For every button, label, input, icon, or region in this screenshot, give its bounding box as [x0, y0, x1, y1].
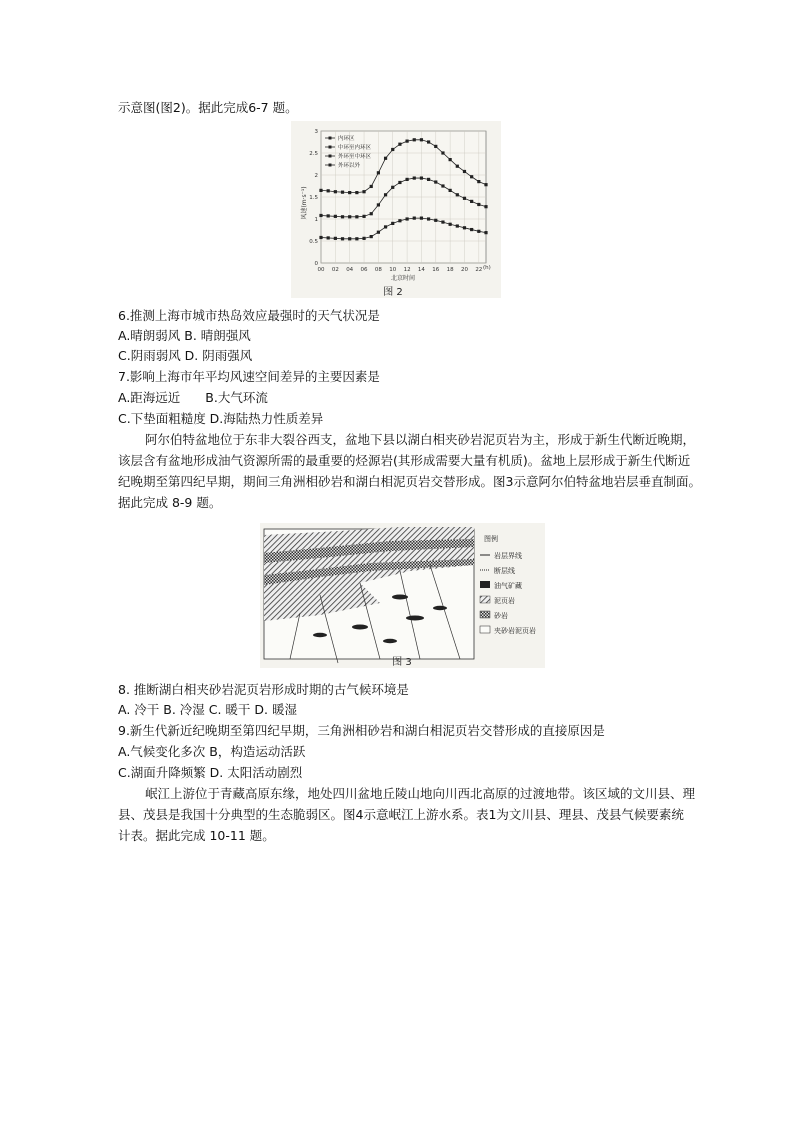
figure-3 — [260, 523, 545, 668]
chart-point — [334, 215, 337, 218]
chart-point — [470, 228, 473, 231]
chart-point — [470, 175, 473, 178]
chart-point — [420, 176, 423, 179]
legend-sandstone: 砂岩 — [494, 612, 508, 620]
chart-point — [384, 157, 387, 160]
chart-point — [384, 193, 387, 196]
figure-3-caption: 图 3 — [392, 657, 412, 668]
chart-point — [377, 203, 380, 206]
passage-3-line-2: 县、茂县是我国十分典型的生态脆弱区。图4示意岷江上游水系。表1为文川县、理县、茂县气候要素统 — [118, 807, 684, 822]
chart-point — [413, 217, 416, 220]
chart-point — [334, 237, 337, 240]
chart-ytick-label: 0.5 — [309, 239, 318, 245]
chart-ytick-label: 1.5 — [309, 195, 318, 201]
chart-point — [398, 181, 401, 184]
chart-point — [362, 237, 365, 240]
chart-point — [334, 190, 337, 193]
chart-point — [319, 214, 322, 217]
legend-boundary-line: 岩层界线 — [494, 552, 522, 560]
chart-point — [456, 224, 459, 227]
passage-3-line-1: 岷江上游位于青藏高原东缘，地处四川盆地丘陵山地向川西北高原的过渡地带。该区域的文川县、理 — [145, 786, 696, 801]
chart-xtick-label: 06 — [360, 267, 368, 273]
chart-point — [463, 170, 466, 173]
chart-point — [348, 237, 351, 240]
intro-ref-line: 示意图(图2)。据此完成6-7 题。 — [118, 100, 298, 115]
chart-point — [463, 197, 466, 200]
chart-point — [420, 138, 423, 141]
chart-point — [449, 223, 452, 226]
chart-point — [377, 171, 380, 174]
chart-xtick-label: 22 — [475, 267, 483, 273]
chart-ytick-label: 3 — [314, 129, 318, 135]
chart-point — [434, 145, 437, 148]
passage-2-line-1: 阿尔伯特盆地位于东非大裂谷西支，盆地下县以湖白相夹砂岩泥页岩为主，形成于新生代断近晚期， — [145, 432, 696, 447]
chart-ytick-label: 2.5 — [309, 151, 318, 157]
chart-point — [370, 235, 373, 238]
passage-2-line-4: 据此完成 8-9 题。 — [118, 495, 222, 510]
chart-point — [341, 215, 344, 218]
chart-point — [470, 200, 473, 203]
chart-point — [398, 219, 401, 222]
chart-point — [355, 191, 358, 194]
chart-point — [405, 140, 408, 143]
chart-point — [319, 189, 322, 192]
chart-point — [370, 212, 373, 215]
chart-point — [413, 176, 416, 179]
basin-cross-section — [260, 523, 545, 668]
chart-point — [441, 184, 444, 187]
chart-point — [391, 148, 394, 151]
chart-ytick-label: 1 — [314, 217, 318, 223]
legend-marker — [329, 164, 332, 167]
chart-point — [348, 191, 351, 194]
chart-point — [449, 189, 452, 192]
chart-point — [427, 140, 430, 143]
chart-point — [484, 183, 487, 186]
figure-2-caption: 图 2 — [383, 287, 403, 298]
chart-xtick-label: 18 — [446, 267, 454, 273]
question-7-options-cd: C.下垫面粗糙度 D.海陆热力性质差异 — [118, 411, 324, 426]
question-6-options-ab: A.晴朗弱风 B. 晴朗强风 — [118, 328, 251, 343]
chart-point — [456, 165, 459, 168]
legend-entry: 中环至内环区 — [338, 145, 372, 151]
chart-xlabel: 北京时间 — [390, 275, 416, 282]
legend-marker — [329, 137, 332, 140]
legend-fault-line: 断层线 — [494, 567, 515, 575]
chart-point — [327, 189, 330, 192]
legend-oil-deposit: 油气矿藏 — [494, 582, 522, 590]
chart-point — [484, 205, 487, 208]
chart-point — [370, 185, 373, 188]
chart-point — [484, 231, 487, 234]
chart-point — [327, 214, 330, 217]
question-9-options-cd: C.湖面升降频繁 D. 太阳活动剧烈 — [118, 765, 303, 780]
chart-xtick-label: 10 — [389, 267, 397, 273]
chart-xtick-label: 16 — [432, 267, 440, 273]
chart-xtick-label: 02 — [331, 267, 339, 273]
chart-point — [341, 191, 344, 194]
passage-2-line-2: 该层含有盆地形成油气资源所需的最重要的烃源岩(其形成需要大量有机质)。盆地上层形成于新生代断近 — [118, 453, 691, 468]
chart-point — [362, 190, 365, 193]
chart-point — [463, 226, 466, 229]
legend-marker — [329, 155, 332, 158]
question-8-options: A. 冷干 B. 冷湿 C. 暖干 D. 暖湿 — [118, 702, 297, 717]
passage-2-line-3: 纪晚期至第四纪早期，期间三角洲相砂岩和湖白相泥页岩交替形成。图3示意阿尔伯特盆地岩层垂直制面。 — [118, 474, 701, 489]
chart-point — [434, 219, 437, 222]
legend-sand-interbedded-mudstone: 夹砂岩泥页岩 — [494, 627, 536, 635]
chart-point — [319, 236, 322, 239]
question-6: 6.推测上海市城市热岛效应最强时的天气状况是 — [118, 308, 380, 323]
chart-point — [362, 215, 365, 218]
strata-section — [264, 527, 474, 663]
legend-title: 图例 — [484, 535, 498, 543]
wind-speed-chart — [291, 121, 501, 298]
chart-point — [427, 217, 430, 220]
chart-point — [441, 220, 444, 223]
legend-entry: 外环以外 — [338, 163, 361, 169]
legend-entry: 外环至中环区 — [338, 154, 372, 160]
chart-ytick-label: 2 — [314, 173, 318, 179]
chart-point — [405, 178, 408, 181]
chart-point — [391, 186, 394, 189]
chart-point — [391, 222, 394, 225]
chart-point — [327, 236, 330, 239]
chart-point — [477, 180, 480, 183]
chart-x-unit: (h) — [483, 265, 491, 271]
chart-point — [434, 180, 437, 183]
chart-xtick-label: 20 — [460, 267, 468, 273]
chart-point — [384, 225, 387, 228]
legend-mudstone: 泥页岩 — [494, 597, 515, 605]
chart-point — [449, 158, 452, 161]
chart-point — [348, 215, 351, 218]
chart-point — [355, 237, 358, 240]
question-8: 8. 推断湖白相夹砂岩泥页岩形成时期的古气候环境是 — [118, 682, 409, 697]
question-7: 7.影响上海市年平均风速空间差异的主要因素是 — [118, 369, 380, 384]
question-9: 9.新生代新近纪晚期至第四纪早期，三角洲相砂岩和湖白相泥页岩交替形成的直接原因是 — [118, 723, 605, 738]
chart-xtick-label: 04 — [346, 267, 354, 273]
question-7-options-ab: A.距海远近 B.大气环流 — [118, 390, 268, 405]
chart-point — [405, 217, 408, 220]
chart-point — [341, 237, 344, 240]
legend-entry: 内环区 — [338, 136, 355, 142]
question-6-options-cd: C.阴雨弱风 D. 阴雨强风 — [118, 348, 253, 363]
chart-point — [427, 178, 430, 181]
question-9-options-ab: A.气候变化多次 B，构造运动活跃 — [118, 744, 306, 759]
figure-2 — [291, 121, 501, 298]
chart-xtick-label: 14 — [417, 267, 425, 273]
chart-ylabel: 风速(m·s⁻¹) — [301, 186, 308, 220]
chart-point — [398, 143, 401, 146]
legend-marker — [329, 146, 332, 149]
chart-xtick-label: 00 — [317, 267, 325, 273]
chart-xtick-label: 12 — [403, 267, 411, 273]
chart-point — [377, 231, 380, 234]
chart-ytick-label: 0 — [314, 261, 318, 267]
passage-3-line-3: 计表。据此完成 10-11 题。 — [118, 828, 275, 843]
chart-point — [477, 230, 480, 233]
chart-point — [456, 193, 459, 196]
chart-xtick-label: 08 — [374, 267, 382, 273]
chart-point — [477, 203, 480, 206]
chart-point — [441, 151, 444, 154]
chart-point — [420, 217, 423, 220]
chart-point — [413, 138, 416, 141]
chart-point — [355, 215, 358, 218]
